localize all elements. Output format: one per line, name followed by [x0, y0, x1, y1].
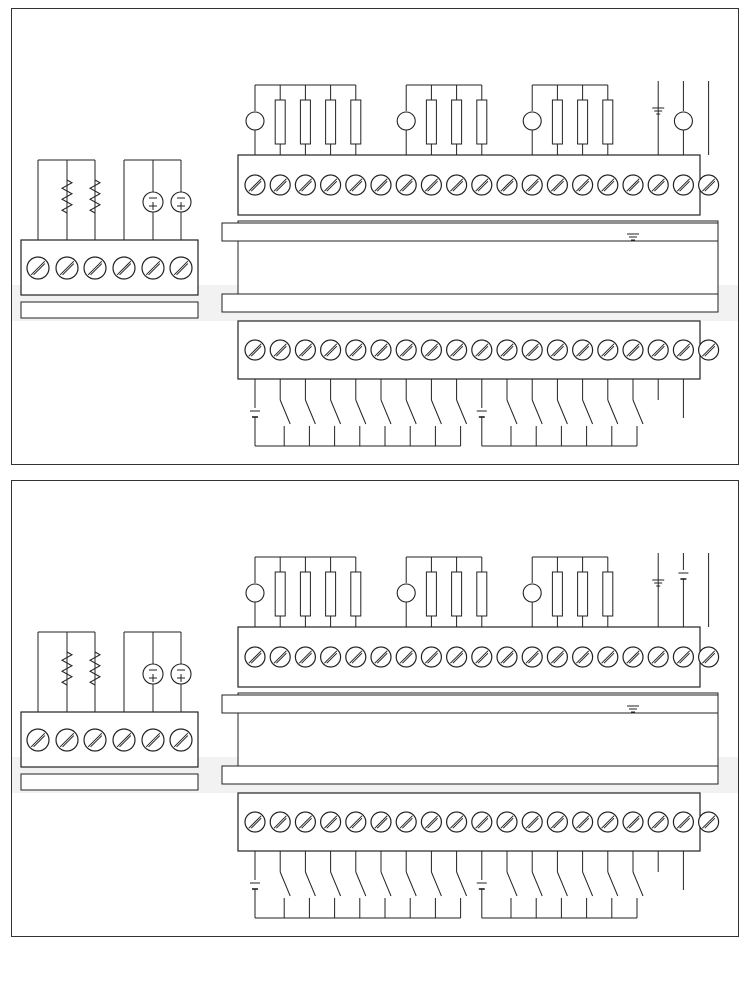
switch-contact [507, 400, 517, 424]
screw-terminal [170, 729, 192, 751]
screw-terminal [497, 340, 517, 360]
battery-icon [250, 883, 260, 889]
load-resistor [578, 572, 588, 616]
input-label-strip [222, 294, 718, 312]
load-resistor [426, 572, 436, 616]
switch-contact [583, 400, 593, 424]
switch-contact [331, 400, 341, 424]
input-switch [532, 851, 542, 918]
switch-contact [532, 400, 542, 424]
input-switch [633, 379, 643, 446]
ac-source-icon [246, 112, 264, 130]
screw-terminal [346, 340, 366, 360]
screw-terminal [421, 812, 441, 832]
screw-terminal [371, 340, 391, 360]
screw-terminal [447, 647, 467, 667]
screw-terminal [346, 175, 366, 195]
output-group-2 [397, 557, 487, 627]
screw-terminal [371, 647, 391, 667]
load-resistor [452, 100, 462, 144]
switch-contact [457, 872, 467, 896]
input-switch [331, 379, 341, 446]
screw-terminal [472, 175, 492, 195]
load-resistor [452, 572, 462, 616]
load-resistor [326, 572, 336, 616]
screw-terminal [295, 340, 315, 360]
load-resistor [603, 100, 613, 144]
screw-terminal [142, 729, 164, 751]
ac-source-icon [523, 584, 541, 602]
zigzag [62, 180, 72, 213]
output-group-1 [246, 85, 361, 155]
ac-source-icon [397, 112, 415, 130]
output-group-3 [523, 85, 613, 155]
zigzag [62, 652, 72, 685]
screw-terminal [245, 175, 265, 195]
switch-contact [608, 872, 618, 896]
dc-source-icon [171, 192, 191, 212]
screw-terminal [396, 647, 416, 667]
screw-terminal [346, 812, 366, 832]
screw-terminal [648, 340, 668, 360]
screw-terminal [142, 257, 164, 279]
switch-contact [557, 400, 567, 424]
input-switch [431, 379, 441, 446]
ac-source-icon [523, 112, 541, 130]
screw-terminal [573, 647, 593, 667]
screw-terminal [522, 175, 542, 195]
screw-terminal [245, 340, 265, 360]
switch-contact [431, 400, 441, 424]
screw-terminal [270, 812, 290, 832]
screw-terminal [321, 340, 341, 360]
input-switch [406, 379, 416, 446]
screw-terminal [497, 812, 517, 832]
switch-contact [557, 872, 567, 896]
load-resistor [351, 572, 361, 616]
screw-terminal [573, 812, 593, 832]
screw-terminal [497, 175, 517, 195]
input-switch [532, 379, 542, 446]
screw-terminal [295, 175, 315, 195]
screw-terminal [623, 340, 643, 360]
switch-contact [406, 400, 416, 424]
dc-source-icon [143, 664, 163, 684]
ac-source-circle [523, 112, 541, 130]
screw-terminal [598, 812, 618, 832]
screw-terminal [421, 175, 441, 195]
screw-terminal [547, 175, 567, 195]
ac-source-icon [246, 584, 264, 602]
screw-terminal [113, 257, 135, 279]
screw-terminal [421, 647, 441, 667]
analog-module [21, 632, 198, 790]
screw-terminal [673, 340, 693, 360]
ac-source-circle [523, 584, 541, 602]
output-group-3 [523, 557, 613, 627]
load-resistor [300, 572, 310, 616]
switch-contact [583, 872, 593, 896]
resistor-zigzag [62, 180, 72, 213]
input-switch [305, 851, 315, 918]
screw-terminal [699, 340, 719, 360]
output-group-1 [246, 557, 361, 627]
load-resistor [426, 100, 436, 144]
input-switch [608, 379, 618, 446]
input-wiring [250, 379, 683, 446]
load-resistor [326, 100, 336, 144]
zigzag [90, 180, 100, 213]
screw-terminal [421, 340, 441, 360]
screw-terminal [371, 175, 391, 195]
screw-terminal [598, 647, 618, 667]
screw-terminal [321, 647, 341, 667]
switch-contact [381, 400, 391, 424]
switch-contact [457, 400, 467, 424]
screw-terminal [270, 647, 290, 667]
dc-source-icon [143, 192, 163, 212]
dc-source-icon [171, 664, 191, 684]
load-resistor [300, 100, 310, 144]
screw-terminal [270, 340, 290, 360]
input-wiring [250, 851, 683, 918]
screw-terminal [497, 647, 517, 667]
screw-terminal [295, 812, 315, 832]
screw-terminal [270, 175, 290, 195]
screw-terminal [673, 812, 693, 832]
input-switch [381, 851, 391, 918]
switch-contact [356, 872, 366, 896]
load-resistor [351, 100, 361, 144]
screw-terminal [699, 812, 719, 832]
ac-source-circle [246, 112, 264, 130]
input-switch [457, 379, 467, 446]
ac-source-circle [246, 584, 264, 602]
resistor-zigzag [90, 180, 100, 213]
screw-terminal [113, 729, 135, 751]
input-switch [457, 851, 467, 918]
screw-terminal [346, 647, 366, 667]
screw-terminal [56, 257, 78, 279]
switch-contact [507, 872, 517, 896]
load-resistor [275, 100, 285, 144]
screw-terminal [648, 647, 668, 667]
screw-terminal [84, 257, 106, 279]
switch-contact [280, 400, 290, 424]
screw-terminal [170, 257, 192, 279]
output-group-2 [397, 85, 487, 155]
switch-contact [356, 400, 366, 424]
switch-contact [406, 872, 416, 896]
battery-icon [250, 411, 260, 417]
input-switch [507, 851, 517, 918]
screw-terminal [447, 812, 467, 832]
switch-contact [431, 872, 441, 896]
analog-module [21, 160, 198, 318]
switch-contact [331, 872, 341, 896]
battery-icon [477, 883, 487, 889]
input-label-strip [222, 766, 718, 784]
wiring-panel-2 [12, 481, 739, 937]
screw-terminal [522, 647, 542, 667]
switch-contact [280, 872, 290, 896]
screw-terminal [623, 647, 643, 667]
screw-terminal [56, 729, 78, 751]
screw-terminal [699, 647, 719, 667]
input-switch [608, 851, 618, 918]
switch-contact [633, 872, 643, 896]
battery-icon [477, 411, 487, 417]
screw-terminal [648, 812, 668, 832]
input-switch [280, 379, 290, 446]
screw-terminal [27, 257, 49, 279]
load-resistor [578, 100, 588, 144]
screw-terminal [472, 340, 492, 360]
screw-terminal [547, 647, 567, 667]
input-switch [406, 851, 416, 918]
screw-terminal [573, 175, 593, 195]
screw-terminal [472, 647, 492, 667]
screw-terminal [573, 340, 593, 360]
ac-source-icon [674, 112, 692, 130]
screw-terminal [295, 647, 315, 667]
screw-terminal [648, 175, 668, 195]
screw-terminal [447, 175, 467, 195]
screw-terminal [547, 812, 567, 832]
screw-terminal [321, 175, 341, 195]
switch-contact [305, 872, 315, 896]
input-switch [356, 379, 366, 446]
screw-terminal [396, 340, 416, 360]
input-switch [331, 851, 341, 918]
input-switch [633, 851, 643, 918]
input-switch [381, 379, 391, 446]
input-switch [305, 379, 315, 446]
input-switch [583, 851, 593, 918]
output-label-strip [222, 223, 718, 241]
screw-terminal [598, 175, 618, 195]
input-switch [280, 851, 290, 918]
screw-terminal [245, 812, 265, 832]
screw-terminal [396, 175, 416, 195]
screw-terminal [699, 175, 719, 195]
output-label-strip [222, 695, 718, 713]
resistor-zigzag [62, 652, 72, 685]
dc-supply-battery [678, 573, 688, 579]
input-switch [557, 851, 567, 918]
input-switch [431, 851, 441, 918]
screw-terminal [447, 340, 467, 360]
screw-terminal [673, 175, 693, 195]
load-resistor [275, 572, 285, 616]
load-resistor [477, 100, 487, 144]
input-switch [507, 379, 517, 446]
load-resistor [477, 572, 487, 616]
screw-terminal [321, 812, 341, 832]
screw-terminal [522, 812, 542, 832]
zigzag [90, 652, 100, 685]
screw-terminal [522, 340, 542, 360]
screw-terminal [84, 729, 106, 751]
input-switch [356, 851, 366, 918]
load-resistor [552, 100, 562, 144]
screw-terminal [598, 340, 618, 360]
switch-contact [608, 400, 618, 424]
switch-contact [305, 400, 315, 424]
load-resistor [603, 572, 613, 616]
analog-label-strip [21, 302, 198, 318]
ac-source-icon [397, 584, 415, 602]
input-switch [557, 379, 567, 446]
ac-source-circle [674, 112, 692, 130]
screw-terminal [27, 729, 49, 751]
analog-label-strip [21, 774, 198, 790]
ac-source-circle [397, 112, 415, 130]
screw-terminal [245, 647, 265, 667]
resistor-zigzag [90, 652, 100, 685]
screw-terminal [371, 812, 391, 832]
switch-contact [633, 400, 643, 424]
screw-terminal [472, 812, 492, 832]
ac-source-circle [397, 584, 415, 602]
input-switch [583, 379, 593, 446]
switch-contact [532, 872, 542, 896]
switch-contact [381, 872, 391, 896]
wiring-panel-1 [12, 9, 739, 465]
screw-terminal [673, 647, 693, 667]
screw-terminal [623, 175, 643, 195]
load-resistor [552, 572, 562, 616]
screw-terminal [547, 340, 567, 360]
screw-terminal [396, 812, 416, 832]
screw-terminal [623, 812, 643, 832]
